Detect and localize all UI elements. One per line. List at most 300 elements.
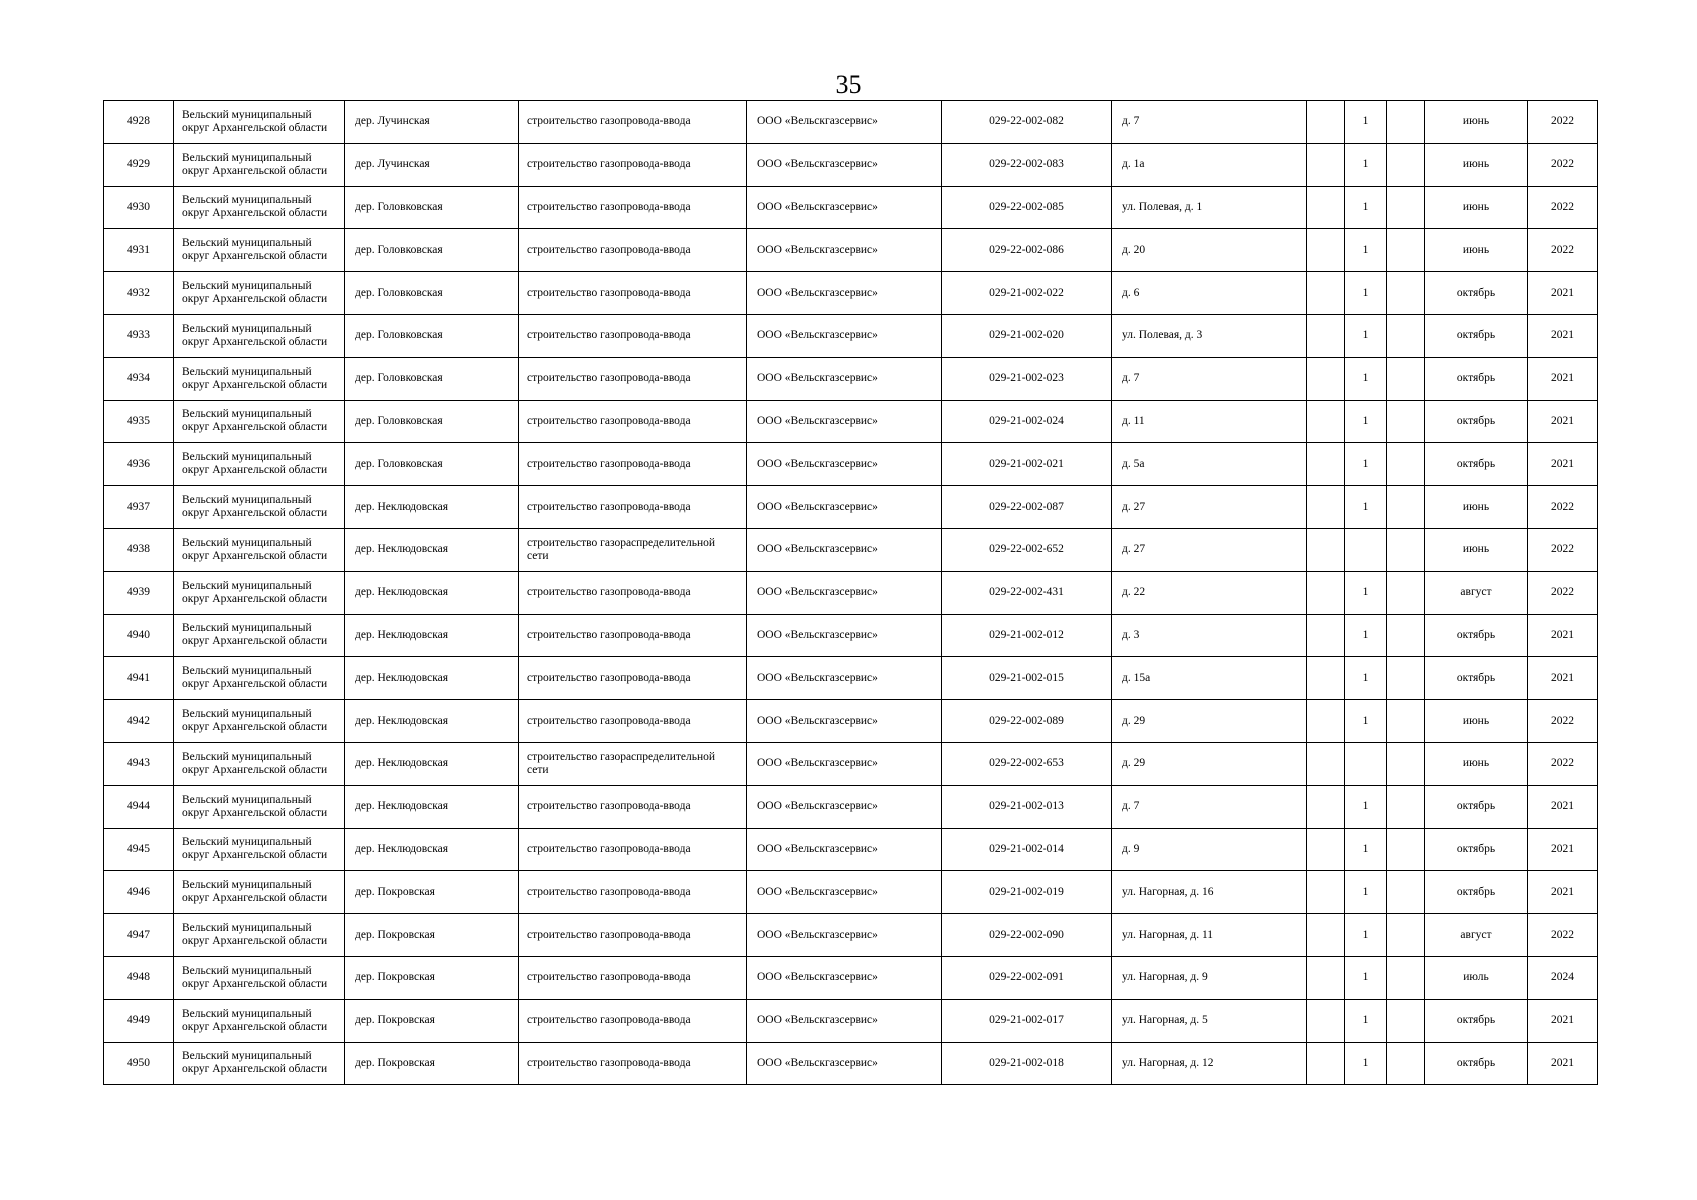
organization-cell: ООО «Вельскгазсервис» (747, 657, 942, 700)
table-row (104, 272, 1598, 315)
table-row (104, 700, 1598, 743)
table-row (104, 528, 1598, 571)
month-cell: октябрь (1425, 357, 1528, 400)
row-number: 4934 (104, 357, 174, 400)
quantity-cell: 1 (1345, 1042, 1387, 1085)
quantity-cell: 1 (1345, 143, 1387, 186)
municipality-cell: Вельский муниципальный округ Архангельской области (174, 143, 345, 186)
table-row (104, 357, 1598, 400)
organization-cell: ООО «Вельскгазсервис» (747, 742, 942, 785)
municipality-cell: Вельский муниципальный округ Архангельской области (174, 400, 345, 443)
table-row (104, 657, 1598, 700)
address-cell: д. 27 (1112, 486, 1307, 529)
year-cell: 2022 (1528, 528, 1598, 571)
address-cell: ул. Нагорная, д. 11 (1112, 914, 1307, 957)
row-number: 4941 (104, 657, 174, 700)
table-row (104, 956, 1598, 999)
year-cell: 2021 (1528, 999, 1598, 1042)
municipality-cell: Вельский муниципальный округ Архангельской области (174, 486, 345, 529)
empty-cell (1307, 700, 1345, 743)
empty-cell (1307, 186, 1345, 229)
organization-cell: ООО «Вельскгазсервис» (747, 443, 942, 486)
quantity-cell: 1 (1345, 357, 1387, 400)
empty-cell (1387, 486, 1425, 529)
empty-cell (1387, 614, 1425, 657)
empty-cell (1307, 956, 1345, 999)
empty-cell (1387, 571, 1425, 614)
settlement-cell: дер. Неклюдовская (345, 785, 519, 828)
empty-cell (1307, 871, 1345, 914)
object-code-cell: 029-21-002-012 (942, 614, 1112, 657)
row-number: 4947 (104, 914, 174, 957)
quantity-cell: 1 (1345, 186, 1387, 229)
registry-table (103, 100, 1598, 1085)
row-number: 4942 (104, 700, 174, 743)
row-number: 4939 (104, 571, 174, 614)
object-code-cell: 029-21-002-018 (942, 1042, 1112, 1085)
year-cell: 2022 (1528, 229, 1598, 272)
quantity-cell: 1 (1345, 614, 1387, 657)
work-type-cell: строительство газопровода-ввода (519, 828, 747, 871)
organization-cell: ООО «Вельскгазсервис» (747, 785, 942, 828)
address-cell: д. 29 (1112, 742, 1307, 785)
quantity-cell: 1 (1345, 443, 1387, 486)
address-cell: д. 11 (1112, 400, 1307, 443)
row-number: 4944 (104, 785, 174, 828)
settlement-cell: дер. Лучинская (345, 143, 519, 186)
empty-cell (1307, 486, 1345, 529)
year-cell: 2021 (1528, 785, 1598, 828)
settlement-cell: дер. Головковская (345, 186, 519, 229)
work-type-cell: строительство газораспределительной сети (519, 528, 747, 571)
quantity-cell: 1 (1345, 400, 1387, 443)
work-type-cell: строительство газопровода-ввода (519, 956, 747, 999)
work-type-cell: строительство газораспределительной сети (519, 742, 747, 785)
address-cell: д. 29 (1112, 700, 1307, 743)
month-cell: октябрь (1425, 272, 1528, 315)
row-number: 4945 (104, 828, 174, 871)
organization-cell: ООО «Вельскгазсервис» (747, 614, 942, 657)
month-cell: октябрь (1425, 828, 1528, 871)
row-number: 4928 (104, 101, 174, 144)
work-type-cell: строительство газопровода-ввода (519, 143, 747, 186)
work-type-cell: строительство газопровода-ввода (519, 614, 747, 657)
settlement-cell: дер. Неклюдовская (345, 742, 519, 785)
year-cell: 2021 (1528, 272, 1598, 315)
month-cell: июнь (1425, 101, 1528, 144)
table-row (104, 486, 1598, 529)
month-cell: июнь (1425, 700, 1528, 743)
row-number: 4933 (104, 314, 174, 357)
address-cell: ул. Нагорная, д. 9 (1112, 956, 1307, 999)
organization-cell: ООО «Вельскгазсервис» (747, 1042, 942, 1085)
settlement-cell: дер. Неклюдовская (345, 571, 519, 614)
year-cell: 2022 (1528, 571, 1598, 614)
organization-cell: ООО «Вельскгазсервис» (747, 272, 942, 315)
address-cell: д. 1а (1112, 143, 1307, 186)
year-cell: 2021 (1528, 871, 1598, 914)
year-cell: 2021 (1528, 443, 1598, 486)
table-row (104, 742, 1598, 785)
address-cell: д. 5а (1112, 443, 1307, 486)
object-code-cell: 029-21-002-019 (942, 871, 1112, 914)
municipality-cell: Вельский муниципальный округ Архангельской области (174, 186, 345, 229)
empty-cell (1387, 1042, 1425, 1085)
month-cell: октябрь (1425, 871, 1528, 914)
object-code-cell: 029-22-002-653 (942, 742, 1112, 785)
address-cell: ул. Нагорная, д. 5 (1112, 999, 1307, 1042)
month-cell: июнь (1425, 528, 1528, 571)
work-type-cell: строительство газопровода-ввода (519, 871, 747, 914)
empty-cell (1387, 143, 1425, 186)
settlement-cell: дер. Головковская (345, 272, 519, 315)
quantity-cell: 1 (1345, 101, 1387, 144)
settlement-cell: дер. Покровская (345, 1042, 519, 1085)
municipality-cell: Вельский муниципальный округ Архангельской области (174, 956, 345, 999)
object-code-cell: 029-22-002-085 (942, 186, 1112, 229)
empty-cell (1387, 742, 1425, 785)
table-row (104, 785, 1598, 828)
organization-cell: ООО «Вельскгазсервис» (747, 314, 942, 357)
year-cell: 2022 (1528, 700, 1598, 743)
quantity-cell: 1 (1345, 486, 1387, 529)
object-code-cell: 029-21-002-015 (942, 657, 1112, 700)
month-cell: октябрь (1425, 785, 1528, 828)
quantity-cell (1345, 528, 1387, 571)
work-type-cell: строительство газопровода-ввода (519, 272, 747, 315)
address-cell: д. 22 (1112, 571, 1307, 614)
page-number: 35 (835, 70, 862, 99)
year-cell: 2022 (1528, 186, 1598, 229)
object-code-cell: 029-21-002-020 (942, 314, 1112, 357)
municipality-cell: Вельский муниципальный округ Архангельской области (174, 700, 345, 743)
address-cell: д. 7 (1112, 101, 1307, 144)
municipality-cell: Вельский муниципальный округ Архангельской области (174, 828, 345, 871)
organization-cell: ООО «Вельскгазсервис» (747, 956, 942, 999)
settlement-cell: дер. Неклюдовская (345, 700, 519, 743)
settlement-cell: дер. Покровская (345, 956, 519, 999)
table-row (104, 871, 1598, 914)
empty-cell (1387, 871, 1425, 914)
empty-cell (1387, 101, 1425, 144)
empty-cell (1307, 272, 1345, 315)
table-row (104, 1042, 1598, 1085)
row-number: 4930 (104, 186, 174, 229)
organization-cell: ООО «Вельскгазсервис» (747, 914, 942, 957)
month-cell: октябрь (1425, 1042, 1528, 1085)
quantity-cell: 1 (1345, 272, 1387, 315)
empty-cell (1307, 571, 1345, 614)
year-cell: 2021 (1528, 357, 1598, 400)
empty-cell (1387, 828, 1425, 871)
organization-cell: ООО «Вельскгазсервис» (747, 828, 942, 871)
empty-cell (1307, 657, 1345, 700)
year-cell: 2022 (1528, 742, 1598, 785)
table-row (104, 229, 1598, 272)
empty-cell (1387, 314, 1425, 357)
work-type-cell: строительство газопровода-ввода (519, 700, 747, 743)
object-code-cell: 029-21-002-023 (942, 357, 1112, 400)
municipality-cell: Вельский муниципальный округ Архангельской области (174, 999, 345, 1042)
municipality-cell: Вельский муниципальный округ Архангельской области (174, 314, 345, 357)
organization-cell: ООО «Вельскгазсервис» (747, 357, 942, 400)
year-cell: 2021 (1528, 1042, 1598, 1085)
year-cell: 2022 (1528, 143, 1598, 186)
row-number: 4946 (104, 871, 174, 914)
month-cell: октябрь (1425, 400, 1528, 443)
month-cell: июнь (1425, 486, 1528, 529)
year-cell: 2022 (1528, 914, 1598, 957)
object-code-cell: 029-22-002-087 (942, 486, 1112, 529)
organization-cell: ООО «Вельскгазсервис» (747, 229, 942, 272)
row-number: 4937 (104, 486, 174, 529)
table-row (104, 314, 1598, 357)
month-cell: октябрь (1425, 443, 1528, 486)
empty-cell (1307, 914, 1345, 957)
month-cell: октябрь (1425, 999, 1528, 1042)
settlement-cell: дер. Неклюдовская (345, 614, 519, 657)
row-number: 4938 (104, 528, 174, 571)
object-code-cell: 029-21-002-017 (942, 999, 1112, 1042)
quantity-cell: 1 (1345, 700, 1387, 743)
row-number: 4949 (104, 999, 174, 1042)
settlement-cell: дер. Неклюдовская (345, 486, 519, 529)
work-type-cell: строительство газопровода-ввода (519, 486, 747, 529)
municipality-cell: Вельский муниципальный округ Архангельской области (174, 614, 345, 657)
municipality-cell: Вельский муниципальный округ Архангельской области (174, 357, 345, 400)
settlement-cell: дер. Головковская (345, 229, 519, 272)
row-number: 4931 (104, 229, 174, 272)
address-cell: ул. Нагорная, д. 16 (1112, 871, 1307, 914)
work-type-cell: строительство газопровода-ввода (519, 229, 747, 272)
table-row (104, 614, 1598, 657)
settlement-cell: дер. Лучинская (345, 101, 519, 144)
settlement-cell: дер. Головковская (345, 443, 519, 486)
settlement-cell: дер. Покровская (345, 914, 519, 957)
object-code-cell: 029-22-002-090 (942, 914, 1112, 957)
table-row (104, 101, 1598, 144)
empty-cell (1387, 528, 1425, 571)
row-number: 4935 (104, 400, 174, 443)
object-code-cell: 029-21-002-014 (942, 828, 1112, 871)
month-cell: июнь (1425, 186, 1528, 229)
table-row (104, 914, 1598, 957)
object-code-cell: 029-22-002-086 (942, 229, 1112, 272)
work-type-cell: строительство газопровода-ввода (519, 571, 747, 614)
empty-cell (1307, 1042, 1345, 1085)
object-code-cell: 029-21-002-024 (942, 400, 1112, 443)
quantity-cell: 1 (1345, 914, 1387, 957)
row-number: 4950 (104, 1042, 174, 1085)
settlement-cell: дер. Головковская (345, 400, 519, 443)
address-cell: д. 20 (1112, 229, 1307, 272)
table-row (104, 828, 1598, 871)
empty-cell (1307, 443, 1345, 486)
address-cell: д. 3 (1112, 614, 1307, 657)
organization-cell: ООО «Вельскгазсервис» (747, 101, 942, 144)
municipality-cell: Вельский муниципальный округ Архангельской области (174, 443, 345, 486)
organization-cell: ООО «Вельскгазсервис» (747, 486, 942, 529)
object-code-cell: 029-22-002-652 (942, 528, 1112, 571)
object-code-cell: 029-22-002-091 (942, 956, 1112, 999)
table-row (104, 443, 1598, 486)
year-cell: 2021 (1528, 314, 1598, 357)
row-number: 4936 (104, 443, 174, 486)
empty-cell (1307, 742, 1345, 785)
organization-cell: ООО «Вельскгазсервис» (747, 871, 942, 914)
organization-cell: ООО «Вельскгазсервис» (747, 400, 942, 443)
work-type-cell: строительство газопровода-ввода (519, 999, 747, 1042)
empty-cell (1387, 914, 1425, 957)
month-cell: октябрь (1425, 614, 1528, 657)
empty-cell (1307, 229, 1345, 272)
settlement-cell: дер. Головковская (345, 357, 519, 400)
address-cell: д. 7 (1112, 785, 1307, 828)
empty-cell (1307, 614, 1345, 657)
settlement-cell: дер. Покровская (345, 871, 519, 914)
address-cell: д. 27 (1112, 528, 1307, 571)
row-number: 4929 (104, 143, 174, 186)
empty-cell (1387, 956, 1425, 999)
object-code-cell: 029-21-002-022 (942, 272, 1112, 315)
quantity-cell (1345, 742, 1387, 785)
empty-cell (1307, 400, 1345, 443)
municipality-cell: Вельский муниципальный округ Архангельской области (174, 785, 345, 828)
empty-cell (1387, 272, 1425, 315)
month-cell: июнь (1425, 229, 1528, 272)
month-cell: июнь (1425, 143, 1528, 186)
work-type-cell: строительство газопровода-ввода (519, 400, 747, 443)
settlement-cell: дер. Головковская (345, 314, 519, 357)
municipality-cell: Вельский муниципальный округ Архангельской области (174, 657, 345, 700)
table-row (104, 571, 1598, 614)
month-cell: август (1425, 571, 1528, 614)
quantity-cell: 1 (1345, 956, 1387, 999)
object-code-cell: 029-22-002-089 (942, 700, 1112, 743)
work-type-cell: строительство газопровода-ввода (519, 914, 747, 957)
municipality-cell: Вельский муниципальный округ Архангельской области (174, 528, 345, 571)
month-cell: октябрь (1425, 657, 1528, 700)
municipality-cell: Вельский муниципальный округ Архангельской области (174, 742, 345, 785)
work-type-cell: строительство газопровода-ввода (519, 443, 747, 486)
work-type-cell: строительство газопровода-ввода (519, 101, 747, 144)
table-row (104, 186, 1598, 229)
quantity-cell: 1 (1345, 229, 1387, 272)
quantity-cell: 1 (1345, 828, 1387, 871)
work-type-cell: строительство газопровода-ввода (519, 785, 747, 828)
quantity-cell: 1 (1345, 785, 1387, 828)
address-cell: ул. Полевая, д. 1 (1112, 186, 1307, 229)
table-row (104, 999, 1598, 1042)
empty-cell (1387, 785, 1425, 828)
work-type-cell: строительство газопровода-ввода (519, 1042, 747, 1085)
municipality-cell: Вельский муниципальный округ Архангельской области (174, 871, 345, 914)
empty-cell (1307, 357, 1345, 400)
empty-cell (1307, 785, 1345, 828)
settlement-cell: дер. Неклюдовская (345, 657, 519, 700)
address-cell: ул. Полевая, д. 3 (1112, 314, 1307, 357)
settlement-cell: дер. Неклюдовская (345, 828, 519, 871)
object-code-cell: 029-22-002-431 (942, 571, 1112, 614)
address-cell: ул. Нагорная, д. 12 (1112, 1042, 1307, 1085)
organization-cell: ООО «Вельскгазсервис» (747, 186, 942, 229)
organization-cell: ООО «Вельскгазсервис» (747, 528, 942, 571)
row-number: 4943 (104, 742, 174, 785)
table-row (104, 143, 1598, 186)
organization-cell: ООО «Вельскгазсервис» (747, 700, 942, 743)
year-cell: 2021 (1528, 614, 1598, 657)
year-cell: 2021 (1528, 400, 1598, 443)
empty-cell (1307, 828, 1345, 871)
address-cell: д. 7 (1112, 357, 1307, 400)
quantity-cell: 1 (1345, 314, 1387, 357)
empty-cell (1387, 186, 1425, 229)
empty-cell (1387, 229, 1425, 272)
municipality-cell: Вельский муниципальный округ Архангельской области (174, 914, 345, 957)
row-number: 4932 (104, 272, 174, 315)
address-cell: д. 6 (1112, 272, 1307, 315)
empty-cell (1387, 700, 1425, 743)
address-cell: д. 9 (1112, 828, 1307, 871)
year-cell: 2024 (1528, 956, 1598, 999)
organization-cell: ООО «Вельскгазсервис» (747, 143, 942, 186)
quantity-cell: 1 (1345, 871, 1387, 914)
object-code-cell: 029-22-002-083 (942, 143, 1112, 186)
row-number: 4948 (104, 956, 174, 999)
work-type-cell: строительство газопровода-ввода (519, 357, 747, 400)
municipality-cell: Вельский муниципальный округ Архангельской области (174, 101, 345, 144)
object-code-cell: 029-22-002-082 (942, 101, 1112, 144)
month-cell: июнь (1425, 742, 1528, 785)
settlement-cell: дер. Неклюдовская (345, 528, 519, 571)
row-number: 4940 (104, 614, 174, 657)
organization-cell: ООО «Вельскгазсервис» (747, 999, 942, 1042)
month-cell: октябрь (1425, 314, 1528, 357)
empty-cell (1307, 143, 1345, 186)
empty-cell (1387, 357, 1425, 400)
year-cell: 2022 (1528, 486, 1598, 529)
settlement-cell: дер. Покровская (345, 999, 519, 1042)
work-type-cell: строительство газопровода-ввода (519, 314, 747, 357)
quantity-cell: 1 (1345, 657, 1387, 700)
quantity-cell: 1 (1345, 571, 1387, 614)
municipality-cell: Вельский муниципальный округ Архангельской области (174, 571, 345, 614)
empty-cell (1387, 657, 1425, 700)
empty-cell (1307, 528, 1345, 571)
year-cell: 2022 (1528, 101, 1598, 144)
object-code-cell: 029-21-002-021 (942, 443, 1112, 486)
municipality-cell: Вельский муниципальный округ Архангельской области (174, 272, 345, 315)
empty-cell (1307, 314, 1345, 357)
year-cell: 2021 (1528, 828, 1598, 871)
empty-cell (1307, 999, 1345, 1042)
work-type-cell: строительство газопровода-ввода (519, 186, 747, 229)
object-code-cell: 029-21-002-013 (942, 785, 1112, 828)
month-cell: июль (1425, 956, 1528, 999)
address-cell: д. 15а (1112, 657, 1307, 700)
empty-cell (1387, 999, 1425, 1042)
year-cell: 2021 (1528, 657, 1598, 700)
organization-cell: ООО «Вельскгазсервис» (747, 571, 942, 614)
month-cell: август (1425, 914, 1528, 957)
empty-cell (1387, 443, 1425, 486)
municipality-cell: Вельский муниципальный округ Архангельской области (174, 1042, 345, 1085)
quantity-cell: 1 (1345, 999, 1387, 1042)
empty-cell (1387, 400, 1425, 443)
empty-cell (1307, 101, 1345, 144)
table-row (104, 400, 1598, 443)
work-type-cell: строительство газопровода-ввода (519, 657, 747, 700)
